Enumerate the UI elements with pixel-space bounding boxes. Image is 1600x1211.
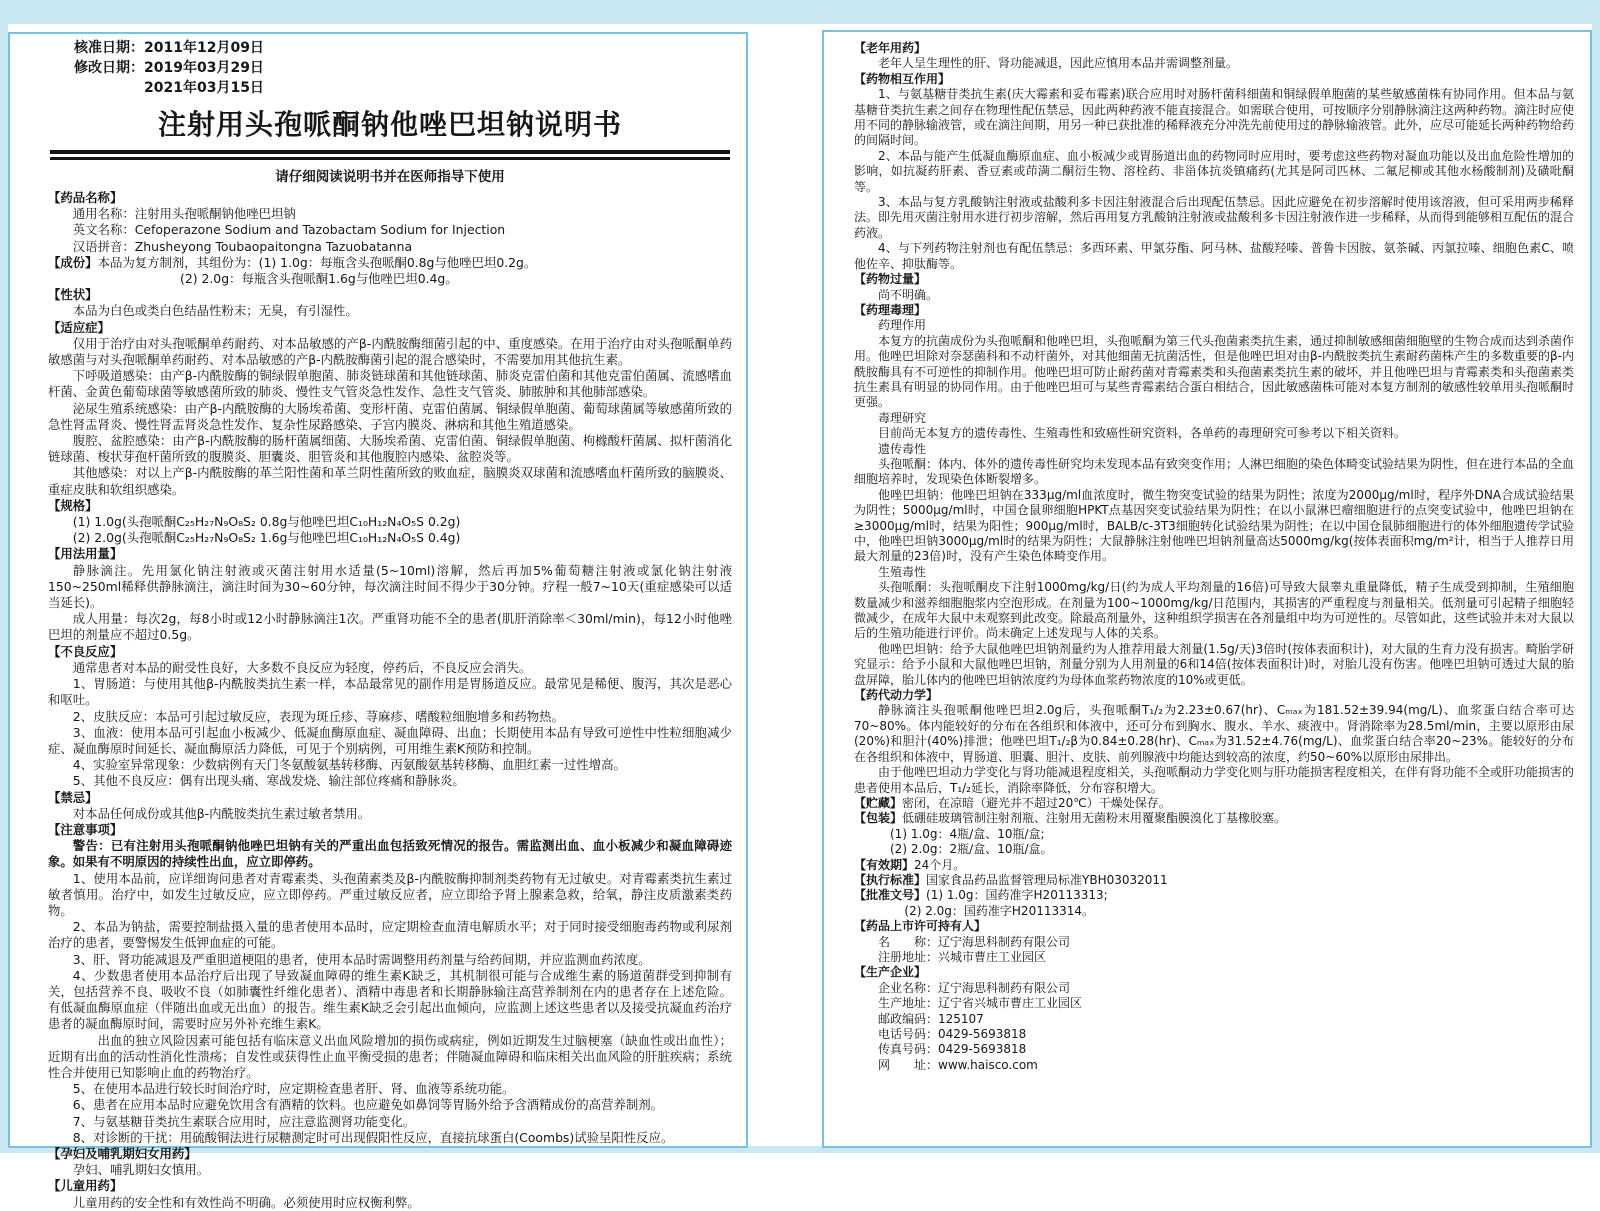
section-text: 24个月。 (914, 857, 966, 872)
section-text: 邮政编码：125107 (878, 1011, 984, 1026)
paragraph (48, 1033, 732, 1082)
section-text: 警告：已有注射用头孢哌酮钠他唑巴坦钠有关的严重出血包括致死情况的报告。需监测出血、血小板减少和凝血障碍迹象。如果有不明原因的持续性出血，应立即停药。 (48, 838, 732, 870)
paragraph (48, 563, 732, 612)
paragraph (48, 1097, 732, 1113)
section-text: 名 称：辽宁海思科制药有限公司 (878, 934, 1071, 949)
section-text: (2) 2.0g：2瓶/盒、10瓶/盒。 (890, 842, 1053, 857)
section-heading: 【药物过量】 (854, 272, 927, 287)
section-text: (2) 2.0g：每瓶含头孢哌酮1.6g与他唑巴坦0.4g。 (180, 271, 458, 287)
background-strip-right (1592, 0, 1600, 1153)
section-text: 8、对诊断的干扰：用硫酸铜法进行尿糖测定时可出现假阳性反应，直接抗球蛋白(Coombs)试验呈阳性反应。 (72, 1129, 674, 1145)
paragraph (854, 318, 1574, 333)
paragraph (48, 222, 732, 238)
section-text: 头孢哌酮：头孢哌酮皮下注射1000mg/kg/日(约为成人平均剂量的16倍)可导致大鼠睾丸重量降低，精子生成受到抑制，生殖细胞数量减少和滋养细胞胞浆内空泡形成。在剂量为100~1000mg/kg/日范围内，其损害的严重程度与剂量相关。低剂量可引起精子细胞轻微减少，在成年大鼠中未观察到此改变。除最高剂量外，这种组织学损害在各剂量组中均为可逆性的。尽管如此，这些试验并未对大鼠以后的生殖功能进行评价。尚未确定上述发现与人体的关系。 (854, 580, 1575, 641)
section-heading: 【不良反应】 (48, 643, 123, 659)
paragraph (854, 996, 1574, 1011)
right-page-content (854, 41, 1574, 1073)
section-heading: 【性状】 (48, 287, 98, 303)
paragraph (854, 1012, 1574, 1027)
section-text: (2) 2.0g：国药准字H20113314。 (904, 903, 1095, 918)
section-text: 其他感染：对以上产β-内酰胺酶的革兰阳性菌和革兰阴性菌所致的败血症，脑膜炎双球菌和流感嗜血杆菌所致的脑膜炎、重症皮肤和软组织感染。 (48, 465, 732, 497)
approval-date-block (48, 38, 732, 98)
section-text: 2、本品为钠盐，需要控制盐摄入量的患者使用本品时，应定期检查血清电解质水平；对于同时接受细胞毒药物或利尿剂治疗的患者，要警惕发生低钾血症的可能。 (48, 919, 732, 951)
section-block (48, 822, 732, 838)
paragraph (854, 765, 1574, 796)
paragraph (854, 442, 1574, 457)
section-block (48, 320, 732, 336)
section-heading: 【有效期】 (854, 857, 915, 872)
revision-date-2: 2021年03月15日 (144, 80, 264, 96)
paragraph (48, 709, 732, 725)
paragraph (48, 676, 732, 708)
section-text: (2) 2.0g(头孢哌酮C₂₅H₂₇N₉O₈S₂ 1.6g与他唑巴坦C₁₀H₁₂N₄O₅S 0.4g) (72, 530, 461, 546)
section-text: 他唑巴坦钠：给予大鼠他唑巴坦钠剂量约为人推荐用最大剂量(1.5g/天)3倍时(按体表面积计)，对大鼠的生育力没有损害。畸胎学研究显示：给予小鼠和大鼠他唑巴坦钠，剂量分别为人用剂量的6和14倍(按体表面积计)时，对胎儿没有伤害。他唑巴坦钠可透过大鼠的胎盘屏障，胎儿体内的他唑巴坦钠浓度约为母体血浆药物浓度的10%或更低。 (854, 641, 1574, 687)
approval-date: 核准日期：2011年12月09日 (74, 40, 264, 56)
section-text: 仅用于治疗由对头孢哌酮单药耐药、对本品敏感的产β-内酰胺酶细菌引起的中、重度感染。在用于治疗由对头孢哌酮单药敏感菌与对头孢哌酮单药耐药、对本品敏感的产β-内酰胺酶菌引起的混合感染时，不需要加用其他抗生素。 (48, 335, 732, 368)
paragraph (48, 757, 732, 773)
section-block (854, 965, 1574, 980)
section-text: 网 址：www.haisco.com (878, 1057, 1038, 1072)
section-block (854, 811, 1574, 826)
section-text: 药理作用 (878, 318, 927, 333)
paragraph (854, 457, 1574, 488)
paragraph (48, 838, 732, 870)
section-text: 4、实验室异常现象：少数病例有天门冬氨酸氨基转移酶、丙氨酸氨基转移酶、血胆红素一过性增高。 (72, 757, 626, 773)
section-text: 1、胃肠道：与使用其他β-内酰胺类抗生素一样，本品最常见的副作用是胃肠道反应。最常见是稀便、腹泻，其次是恶心和呕吐。 (48, 676, 732, 708)
section-text: 4、少数患者使用本品治疗后出现了导致凝血障碍的维生素K缺乏，其机制很可能与合成维生素的肠道菌群受到抑制有关，包括营养不良、吸收不良（如肺囊性纤维化患者）、酒精中毒患者和长期静脉输注高营养制剂在内的患者存在上述危险。有低凝血酶原血症（伴随出血或无出血）的报告。维生素K缺乏会引起出血倾向，应监测上述这些患者以及接受抗凝血药治疗患者的凝血酶原时间，需要时应另外补充维生素K。 (48, 967, 732, 1032)
section-text: 3、肝、肾功能减退及严重胆道梗阻的患者，使用本品时需调整用药剂量与给药间期，并应监测血药浓度。 (72, 951, 651, 967)
title-divider (50, 150, 730, 160)
section-text: 下呼吸道感染：由产β-内酰胺酶的铜绿假单胞菌、肺炎链球菌和其他链球菌、肺炎克雷伯菌和其他克雷伯菌属、流感嗜血杆菌、金黄色葡萄球菌等敏感菌所致的肺炎、慢性支气管炎急性发作、急性支气管炎、肺脓肿和其他肺部感染。 (48, 368, 732, 400)
section-block (854, 688, 1574, 703)
section-text: 7、与氨基糖苷类抗生素联合应用时，应注意监测肾功能变化。 (72, 1113, 416, 1129)
paragraph (48, 968, 732, 1033)
background-strip-top (0, 0, 1600, 24)
section-heading: 【适应症】 (48, 319, 110, 335)
section-heading: 【用法用量】 (48, 546, 123, 562)
section-block (48, 190, 732, 206)
paragraph (854, 904, 1574, 919)
section-text: 汉语拼音：Zhusheyong Toubaopaitongna Tazuobatanna (72, 238, 413, 254)
paragraph (48, 1114, 732, 1130)
paragraph (48, 1130, 732, 1146)
section-heading: 【孕妇及哺乳期妇女用药】 (48, 1145, 197, 1161)
paragraph (48, 952, 732, 968)
section-heading: 【药物相互作用】 (854, 71, 951, 86)
paragraph (48, 336, 732, 368)
section-text: (1) 1.0g：国药准字H20113313; (926, 888, 1108, 903)
section-text: 电话号码：0429-5693818 (878, 1027, 1027, 1041)
section-text: 生殖毒性 (878, 564, 927, 579)
paragraph (48, 806, 732, 822)
section-block (854, 41, 1574, 56)
section-heading: 【执行标准】 (854, 872, 927, 887)
section-text: 低硼硅玻璃管制注射剂瓶、注射用无菌粉末用覆聚酯膜溴化丁基橡胶塞。 (902, 811, 1287, 826)
paragraph (854, 935, 1574, 950)
paragraph (48, 660, 732, 676)
section-text: 传真号码：0429-5693818 (878, 1042, 1027, 1057)
section-heading: 【规格】 (48, 497, 98, 513)
section-block (854, 858, 1574, 873)
section-text: 他唑巴坦钠：他唑巴坦钠在333μg/ml血浓度时，微生物突变试验的结果为阴性；浓度为2000μg/ml时，程序外DNA合成试验结果为阴性；5000μg/ml时，中国仓鼠卵细胞HPKT点基因突变试验结果为阴性；在以小鼠淋巴瘤细胞进行的点突变试验中，他唑巴坦钠在≥3000μg/ml时，结果为阳性；900μg/ml时，BALB/c-3T3细胞转化试验结果为阴性；在以中国仓鼠肺细胞进行的体外细胞遗传学试验中，他唑巴坦钠3000μg/ml时的结果为阴性；大鼠静脉注射他唑巴坦钠剂量高达5000mg/kg(按体表面积mg/m²计，相当于人推荐日用最大剂量的23倍)时，没有产生染色体畸变作用。 (854, 487, 1574, 564)
section-text: 2、本品与能产生低凝血酶原血症、血小板减少或胃肠道出血的药物同时应用时，要考虑这些药物对凝血功能以及出血危险性增加的影响，如抗凝药肝素、香豆素或茚满二酮衍生物、溶栓药、非甾体抗炎镇痛药(尤其是阿司匹林、二氟尼柳或其他水杨酸制剂)及磺吡酮等。 (854, 148, 1574, 194)
section-block (48, 255, 732, 271)
section-heading: 【老年用药】 (854, 41, 927, 55)
section-heading: 【禁忌】 (48, 789, 98, 805)
section-block (854, 272, 1574, 287)
section-block (854, 303, 1574, 318)
paragraph (854, 1042, 1574, 1057)
section-block (48, 790, 732, 806)
section-block (48, 287, 732, 303)
section-text: 4、与下列药物注射剂也有配伍禁忌：多西环素、甲氯芬酯、阿马林、盐酸羟嗪、普鲁卡因胺、氨茶碱、丙氯拉嗪、细胞色素C、喷他佐辛、抑肽酶等。 (854, 241, 1574, 271)
paragraph (48, 773, 732, 789)
section-text: 腹腔、盆腔感染：由产β-内酰胺酶的肠杆菌属细菌、大肠埃希菌、克雷伯菌、铜绿假单胞菌、枸橼酸杆菌属、拟杆菌消化链球菌、梭状芽孢杆菌所致的腹膜炎、胆囊炎、胆管炎和其他腹腔内感染、盆腔炎等。 (48, 433, 732, 465)
section-heading: 【成份】 (48, 254, 98, 270)
document-title: 注射用头孢哌酮钠他唑巴坦钠说明书 (157, 108, 622, 141)
usage-notice: 请仔细阅读说明书并在医师指导下使用 (275, 169, 505, 185)
paragraph (48, 433, 732, 465)
section-block (48, 1146, 732, 1162)
section-block (48, 498, 732, 514)
paragraph (48, 271, 732, 287)
section-text: 注册地址：兴城市曹庄工业园区 (878, 949, 1047, 964)
section-heading: 【儿童用药】 (48, 1178, 123, 1194)
section-block (854, 888, 1574, 903)
paragraph (48, 919, 732, 951)
paragraph (48, 239, 732, 255)
section-text: 企业名称：辽宁海思科制药有限公司 (878, 980, 1071, 995)
section-text: 由于他唑巴坦动力学变化与肾功能减退程度相关，头孢哌酮动力学变化则与肝功能损害程度相关，在伴有肾功能不全或肝功能损害的患者使用本品后，T₁/₂延长，消除率降低，分布容积增大。 (854, 765, 1575, 795)
section-text: 2、皮肤反应：本品可引起过敏反应，表现为斑丘疹、荨麻疹、嗜酸粒细胞增多和药物热。 (72, 708, 564, 724)
section-block (48, 546, 732, 562)
paragraph (854, 241, 1574, 272)
section-block (48, 1178, 732, 1194)
paragraph (854, 149, 1574, 195)
paragraph (48, 514, 732, 530)
paragraph (48, 368, 732, 400)
section-text: 泌尿生殖系统感染：由产β-内酰胺酶的大肠埃希菌、变形杆菌、克雷伯菌属、铜绿假单胞菌、葡萄球菌属等敏感菌所致的急性肾盂肾炎、慢性肾盂肾炎急性发作、复杂性尿路感染、子宫内膜炎、淋病和其他生殖道感染。 (48, 400, 732, 432)
paragraph (854, 950, 1574, 965)
section-text: 1、与氨基糖苷类抗生素(庆大霉素和妥布霉素)联合应用时对肠杆菌科细菌和铜绿假单胞菌的某些敏感菌株有协同作用。但本品与氨基糖苷类抗生素之间存在物理性配伍禁忌，因此两种药液不能直接混合。如需联合使用，可按顺序分别静脉滴注这两种药物。滴注时应使用不同的静脉输液管，或在滴注间期，用另一种已获批准的稀释液充分冲洗先前使用过的静脉输液管。此外，应尽可能延长两种药物给药的间隔时间。 (854, 87, 1575, 148)
section-text: 1、使用本品前，应详细询问患者对青霉素类、头孢菌素类及β-内酰胺酶抑制剂类药物有无过敏史。对青霉素类抗生素过敏者慎用。治疗中，如发生过敏反应，应立即停药。严重过敏反应者，应立即给予肾上腺素急救，给氧，静注皮质激素类药物。 (48, 870, 732, 918)
section-block (854, 873, 1574, 888)
paragraph (854, 411, 1574, 426)
section-heading: 【药理毒理】 (854, 302, 927, 317)
section-block (48, 644, 732, 660)
paragraph (48, 725, 732, 757)
paragraph (854, 642, 1574, 688)
section-text: 5、其他不良反应：偶有出现头痛、寒战发烧、输注部位疼痛和静脉炎。 (72, 773, 465, 789)
section-block (854, 919, 1574, 934)
section-text: 本复方的抗菌成份为头孢哌酮和他唑巴坦，头孢哌酮为第三代头孢菌素类抗生素，通过抑制敏感细菌细胞壁的生物合成而达到杀菌作用。他唑巴坦除对奈瑟菌科和不动杆菌外，对其他细菌无抗菌活性，但是他唑巴坦对由β-内酰胺类抗生素耐药菌株产生的多数重要的β-内酰胺酶具有不可逆性的抑制作用。他唑巴坦可防止耐药菌对青霉素类和头孢菌素类抗生素的破坏，并且他唑巴坦与青霉素类和头孢菌素类抗生素具有明显的协同作用。由于他唑巴坦可与某些青霉素结合蛋白相结合，因此敏感菌株可能对本复方制剂的敏感性较单用头孢哌酮时更强。 (854, 333, 1575, 410)
revision-date-1: 修改日期：2019年03月29日 (74, 60, 264, 76)
right-page (822, 30, 1592, 1148)
section-block (854, 72, 1574, 87)
section-text: 生产地址：辽宁省兴城市曹庄工业园区 (878, 996, 1083, 1011)
background-strip-left (0, 0, 8, 1153)
paragraph (854, 827, 1574, 842)
section-heading: 【批准文号】 (854, 888, 927, 903)
paragraph (854, 426, 1574, 441)
section-text: 6、患者在应用本品时应避免饮用含有酒精的饮料。也应避免如鼻饲等胃肠外给予含酒精成份的高营养制剂。 (72, 1097, 664, 1113)
left-page-content (48, 190, 732, 1211)
section-text: 静脉滴注头孢哌酮他唑巴坦2.0g后，头孢哌酮T₁/₂为2.23±0.67(hr)、Cₘₐₓ为181.52±39.94(mg/L)、血浆蛋白结合率可达70~80%。体内能较好的分布在各组织和体液中，还可分布到胸水、腹水、羊水、痰液中。肾消除率为28.5ml/min，主要以原形由尿(20%)和胆汁(40%)排泄；他唑巴坦T₁/₂β为0.84±0.28(hr)、Cₘₐₓ为31.52±4.76(mg/L)、血浆蛋白结合率20~23%。能较好的分布在各组织和体液中，胃肠道、胆囊、胆汁、皮肤、前列腺液中均能达到较高的浓度，约50~60%以原形由尿排出。 (854, 703, 1574, 764)
section-text: 毒理研究 (878, 410, 927, 425)
section-text: 3、本品与复方乳酸钠注射液或盐酸利多卡因注射液混合后出现配伍禁忌。因此应避免在初步溶解时使用该溶液，但可采用两步稀释法。即先用灭菌注射用水进行初步溶解，然后再用复方乳酸钠注射液或盐酸利多卡因注射液作进一步稀释，从而得到能够相互配伍的混合药液。 (854, 195, 1575, 240)
section-text: 儿童用药的安全性和有效性尚不明确。必须使用时应权衡利弊。 (72, 1194, 420, 1210)
paragraph (854, 488, 1574, 565)
section-text: 老年人呈生理性的肝、肾功能减退，因此应慎用本品并需调整剂量。 (878, 56, 1239, 71)
paragraph (48, 303, 732, 319)
paragraph (48, 871, 732, 920)
section-text: 密闭，在凉暗（避光并不超过20℃）干燥处保存。 (902, 795, 1171, 810)
section-heading: 【药品名称】 (48, 190, 123, 205)
section-heading: 【药品上市许可持有人】 (854, 919, 987, 934)
section-heading: 【药代动力学】 (854, 688, 939, 703)
section-text: 孕妇、哺乳期妇女慎用。 (72, 1162, 210, 1178)
paragraph (854, 565, 1574, 580)
paragraph (854, 1058, 1574, 1073)
paragraph (854, 334, 1574, 411)
section-text: 目前尚无本复方的遗传毒性、生殖毒性和致癌性研究资料，各单药的毒理研究可参考以下相关资料。 (878, 426, 1407, 441)
section-text: (1) 1.0g(头孢哌酮C₂₅H₂₇N₉O₈S₂ 0.8g与他唑巴坦C₁₀H₁₂N₄O₅S 0.2g) (72, 514, 461, 530)
section-text: 本品为白色或类白色结晶性粉末；无臭，有引湿性。 (72, 303, 358, 319)
section-heading: 【贮藏】 (854, 795, 903, 810)
section-heading: 【注意事项】 (48, 821, 123, 837)
section-text: (1) 1.0g：4瓶/盒、10瓶/盒; (890, 826, 1045, 841)
paragraph (854, 1027, 1574, 1042)
section-block (854, 796, 1574, 811)
paragraph (854, 87, 1574, 149)
section-text: 成人用量：每次2g，每8小时或12小时静脉滴注1次。严重肾功能不全的患者(肌肝消除率＜30ml/min)，每12小时他唑巴坦的剂量应不超过0.5g。 (48, 611, 732, 643)
section-text: 通用名称：注射用头孢哌酮钠他唑巴坦钠 (72, 206, 296, 222)
paragraph (854, 981, 1574, 996)
section-text: 3、血液：使用本品可引起血小板减少、低凝血酶原血症、凝血障碍、出血；长期使用本品有导致可逆性中性粒细胞减少症、凝血酶原时间延长、凝血酶原活力降低，可见于个别病例，可用维生素K预防和控制。 (48, 724, 732, 756)
paragraph (854, 703, 1574, 765)
section-heading: 【生产企业】 (854, 965, 927, 980)
section-text: 通常患者对本品的耐受性良好，大多数不良反应为轻度，停药后，不良反应会消失。 (72, 659, 532, 675)
section-text: 对本品任何成份或其他β-内酰胺类抗生素过敏者禁用。 (72, 805, 371, 821)
section-text: 本品为复方制剂，其组份为：(1) 1.0g：每瓶含头孢哌酮0.8g与他唑巴坦0.2g。 (97, 254, 537, 270)
section-text: 英文名称：Cefoperazone Sodium and Tazobactam Sodium for Injection (72, 222, 506, 238)
section-text: 尚不明确。 (878, 287, 939, 302)
paragraph (48, 206, 732, 222)
paragraph (854, 288, 1574, 303)
left-page (8, 32, 748, 1210)
paragraph (48, 611, 732, 643)
section-text: 5、在使用本品进行较长时间治疗时，应定期检查患者肝、肾、血液等系统功能。 (72, 1081, 515, 1097)
section-text: 国家食品药品监督管理局标准YBH03032011 (926, 872, 1168, 887)
section-text: 遗传毒性 (878, 441, 927, 456)
paragraph (854, 56, 1574, 71)
paragraph (48, 401, 732, 433)
paragraph (48, 1195, 732, 1211)
section-text: 静脉滴注。先用氯化钠注射液或灭菌注射用水适量(5~10ml)溶解，然后再加5%葡萄糖注射液或氯化钠注射液150~250ml稀释供静脉滴注，滴注时间为30~60分钟，每次滴注时间不得少于30分钟。疗程一般7~10天(重症感染可以适当延长)。 (48, 562, 732, 611)
paragraph (854, 842, 1574, 857)
paragraph (48, 1081, 732, 1097)
paragraph (48, 465, 732, 497)
paragraph (48, 530, 732, 546)
section-heading: 【包装】 (854, 811, 903, 826)
section-text: 头孢哌酮：体内、体外的遗传毒性研究均未发现本品有致突变作用；人淋巴细胞的染色体畸变试验结果为阴性，但在进行本品的全血细胞培养时，发现染色体断裂增多。 (854, 456, 1575, 487)
paragraph (854, 580, 1574, 642)
section-text: 出血的独立风险因素可能包括有临床意义出血风险增加的损伤或病症，例如近期发生过脑梗塞（缺血性或出血性）；近期有出血的活动性消化性溃疡；自发性或获得性止血平衡受损的患者；伴随凝血障碍和临床相关出血风险的肝脏疾病；系统性合并使用已知影响止血的药物治疗。 (48, 1032, 732, 1080)
paragraph (48, 1162, 732, 1178)
paragraph (854, 195, 1574, 241)
